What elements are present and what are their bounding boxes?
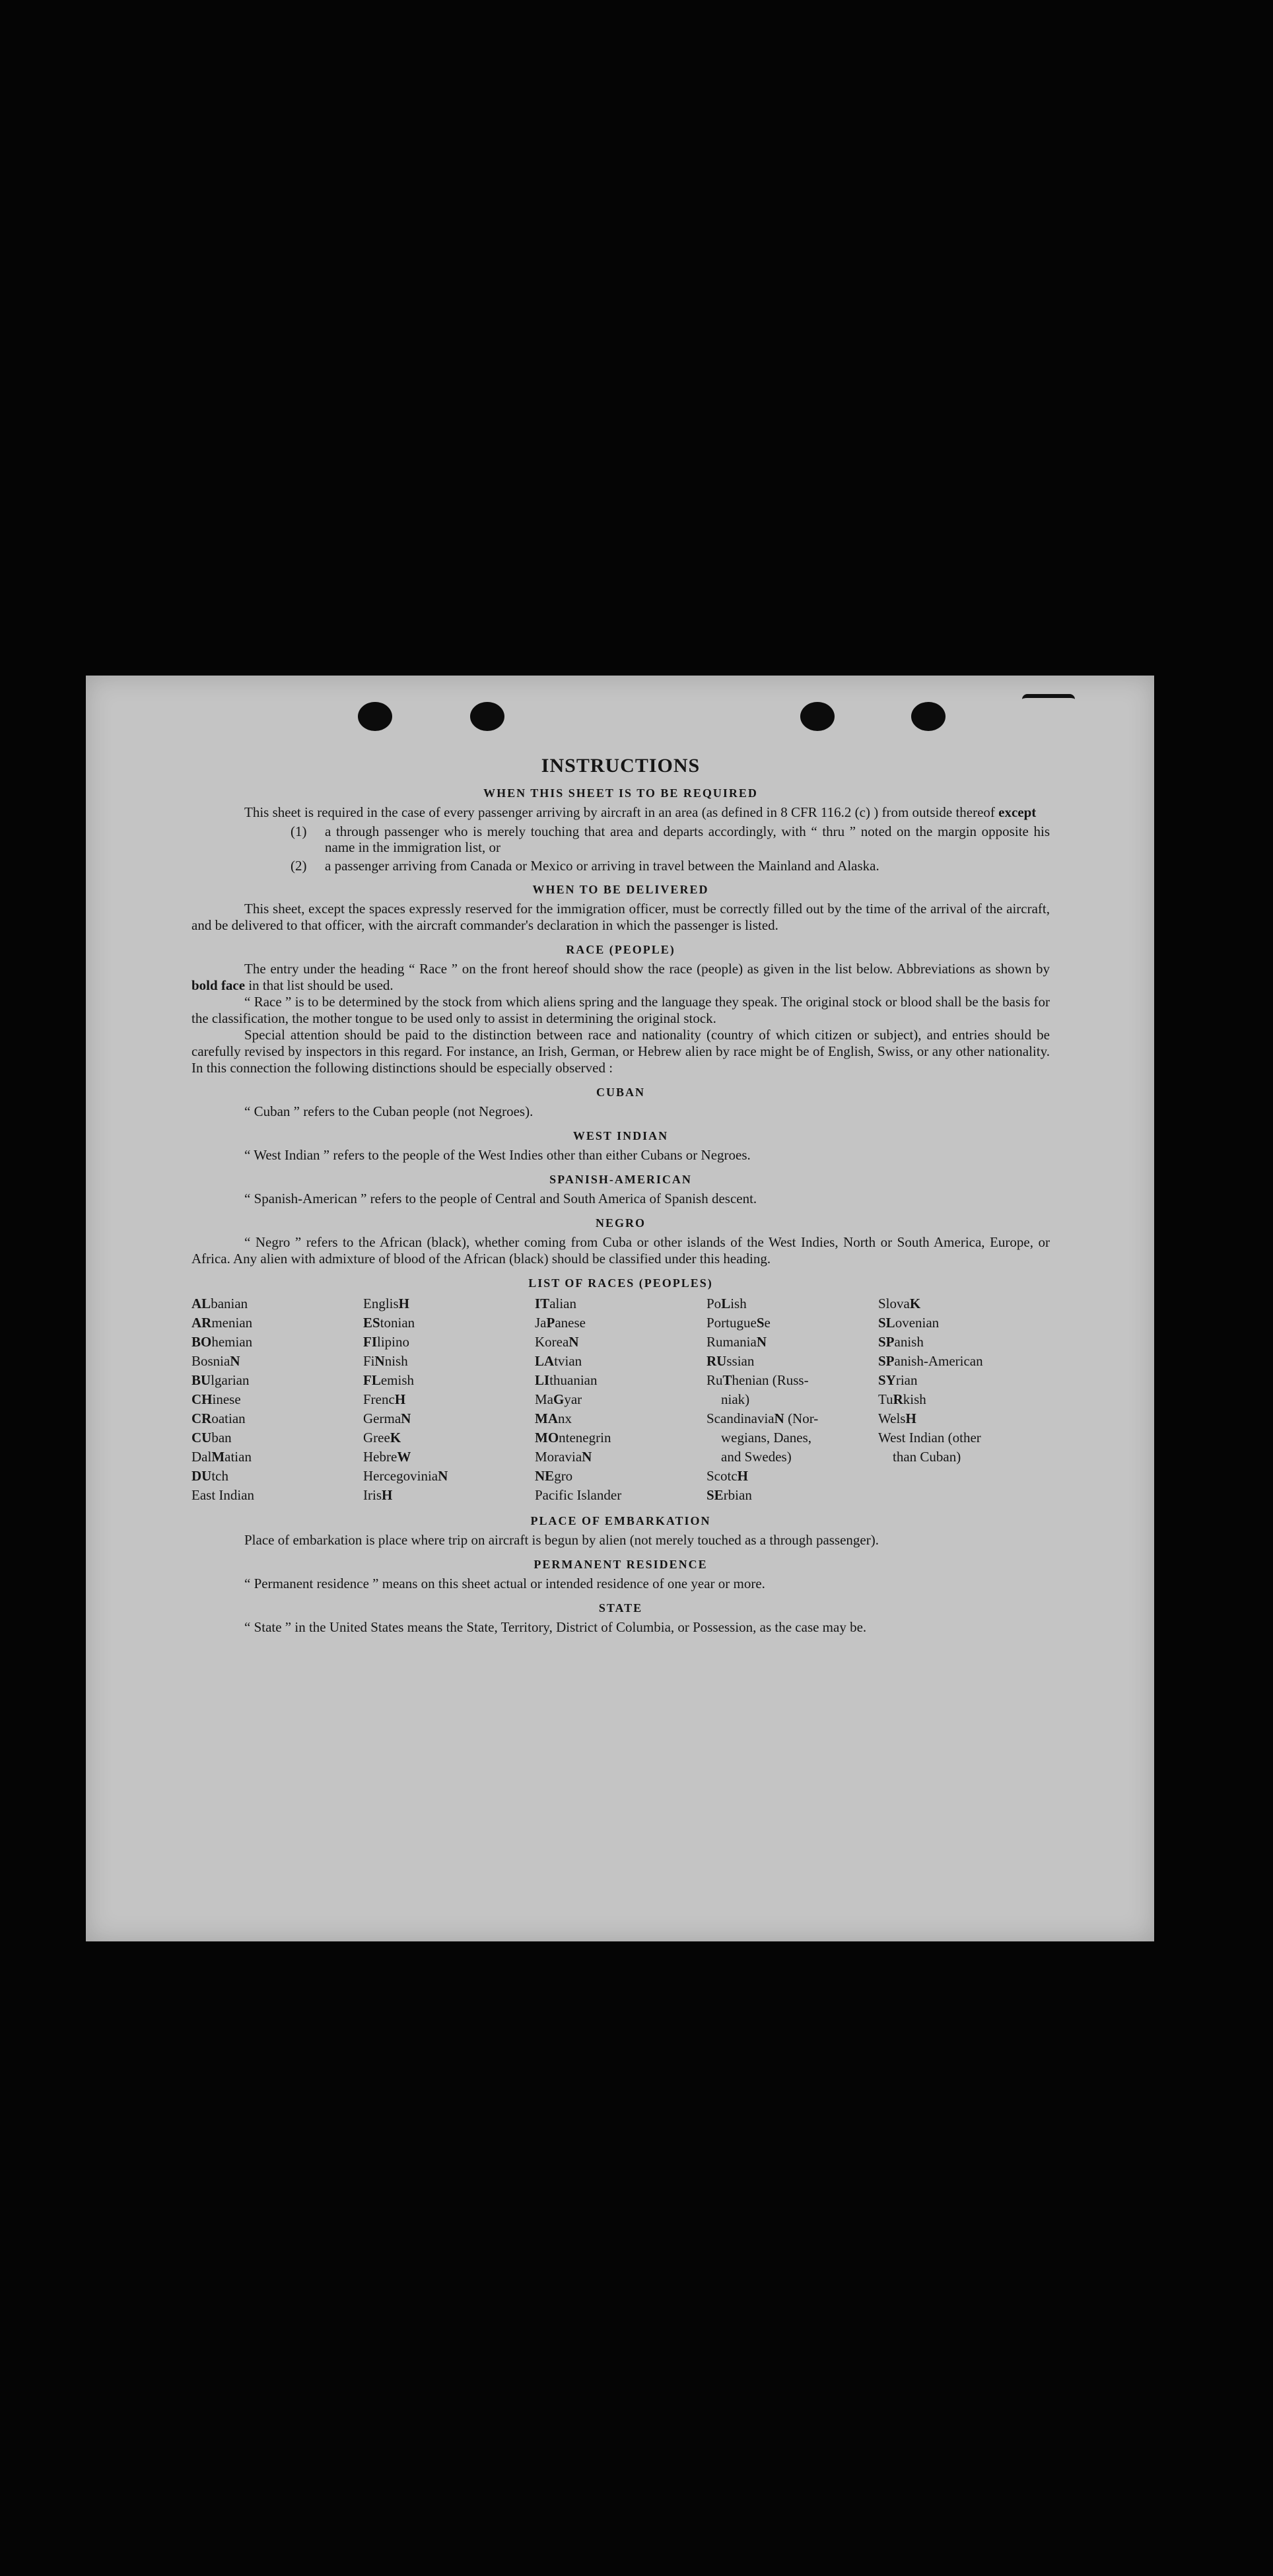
heading-list-of-races: LIST OF RACES (PEOPLES) bbox=[528, 1276, 713, 1290]
instructions-body bbox=[191, 755, 1050, 1636]
race-entry: RUssian bbox=[706, 1353, 755, 1369]
paragraph-race-1: The entry under the heading “ Race ” on the front hereof should show the race (people) as given in the list below. Abbreviations as shown by bold face in that list should be used. bbox=[191, 961, 1050, 993]
paragraph-race-2: “ Race ” is to be determined by the stock from which aliens spring and the language they speak. The original stock or blood shall be the basis for the classification, the mother tongue to be used only to assist in determining the original stock. bbox=[191, 994, 1050, 1026]
heading-state: STATE bbox=[598, 1601, 643, 1615]
race-entry: West Indian (other bbox=[878, 1430, 981, 1445]
race-entry: LIthuanian bbox=[535, 1372, 598, 1388]
race-entry: PoLish bbox=[706, 1296, 747, 1311]
paragraph-delivered: This sheet, except the spaces expressly reserved for the immigration officer, must be correctly filled out by the time of the arrival of the aircraft, and be delivered to that officer, with the aircraft commander's declaration in which the passenger is listed. bbox=[191, 901, 1050, 933]
list-item: (1) a through passenger who is merely touching that area and departs accordingly, with “ thru ” noted on the margin opposite his name in the immigration list, or bbox=[291, 823, 1050, 855]
race-entry: niak) bbox=[721, 1391, 750, 1407]
races-column bbox=[363, 1294, 535, 1505]
race-entry: FIlipino bbox=[363, 1334, 410, 1350]
paragraph-embarkation: Place of embarkation is place where trip on aircraft is begun by alien (not merely touched as a through passenger). bbox=[244, 1532, 879, 1548]
heading-cuban: CUBAN bbox=[596, 1086, 645, 1099]
paragraph-race-3: Special attention should be paid to the distinction between race and nationality (country of which citizen or subject), and entries should be carefully revised by inspectors in this regard. For instance, an Irish, German, or Hebrew alien by race might be of English, Swiss, or any other nationality. In this connection the following distinctions should be especially observed : bbox=[191, 1027, 1050, 1076]
race-entry: BOhemian bbox=[191, 1334, 253, 1350]
paragraph-state: “ State ” in the United States means the State, Territory, District of Columbia, or Possession, as the case may be. bbox=[244, 1619, 867, 1635]
race-entry: MoraviaN bbox=[535, 1449, 592, 1465]
race-entry: SPanish-American bbox=[878, 1353, 983, 1369]
race-entry: FLemish bbox=[363, 1372, 415, 1388]
race-entry: ITalian bbox=[535, 1296, 576, 1311]
paragraph-negro: “ Negro ” refers to the African (black), whether coming from Cuba or other islands of the West Indies, North or South America, Europe, or Africa. Any alien with admixture of blood of the African (black) should be classified under this heading. bbox=[191, 1234, 1050, 1267]
heading-delivered: WHEN TO BE DELIVERED bbox=[532, 883, 709, 896]
heading-embarkation: PLACE OF EMBARKATION bbox=[530, 1514, 711, 1527]
race-entry: BosniaN bbox=[191, 1353, 240, 1369]
race-entry: FiNnish bbox=[363, 1353, 408, 1369]
paragraph-cuban: “ Cuban ” refers to the Cuban people (not Negroes). bbox=[244, 1103, 533, 1119]
race-entry: and Swedes) bbox=[721, 1449, 792, 1465]
race-entry: SPanish bbox=[878, 1334, 924, 1350]
race-entry: JaPanese bbox=[535, 1315, 586, 1331]
race-entry: DUtch bbox=[191, 1468, 228, 1484]
race-entry: MaGyar bbox=[535, 1391, 582, 1407]
race-entry: EnglisH bbox=[363, 1296, 410, 1311]
race-entry: SLovenian bbox=[878, 1315, 940, 1331]
heading-negro: NEGRO bbox=[595, 1216, 646, 1230]
race-entry: CHinese bbox=[191, 1391, 241, 1407]
races-column bbox=[535, 1294, 706, 1505]
staple-mark bbox=[1022, 694, 1075, 707]
race-entry: GermaN bbox=[363, 1410, 411, 1426]
race-entry: CUban bbox=[191, 1430, 232, 1445]
races-column bbox=[878, 1294, 1050, 1505]
race-entry: FrencH bbox=[363, 1391, 406, 1407]
race-entry: IrisH bbox=[363, 1487, 393, 1503]
race-entry: NEgro bbox=[535, 1468, 573, 1484]
race-entry: EStonian bbox=[363, 1315, 415, 1331]
heading-required: WHEN THIS SHEET IS TO BE REQUIRED bbox=[483, 786, 758, 800]
race-entry: than Cuban) bbox=[893, 1449, 961, 1465]
race-entry: WelsH bbox=[878, 1410, 916, 1426]
race-entry: SlovaK bbox=[878, 1296, 921, 1311]
race-entry: ScotcH bbox=[706, 1468, 748, 1484]
list-item: (2) a passenger arriving from Canada or Mexico or arriving in travel between the Mainland and Alaska. bbox=[291, 858, 879, 874]
race-entry: HercegoviniaN bbox=[363, 1468, 448, 1484]
race-entry: SYrian bbox=[878, 1372, 918, 1388]
heading-residence: PERMANENT RESIDENCE bbox=[533, 1558, 708, 1571]
race-entry: LAtvian bbox=[535, 1353, 582, 1369]
heading-race: RACE (PEOPLE) bbox=[566, 943, 675, 956]
heading-spanish-american: SPANISH-AMERICAN bbox=[549, 1173, 692, 1186]
page-title: INSTRUCTIONS bbox=[541, 755, 701, 777]
race-entry: DalMatian bbox=[191, 1449, 252, 1465]
race-entry: MOntenegrin bbox=[535, 1430, 611, 1445]
race-entry: HebreW bbox=[363, 1449, 411, 1465]
race-entry: BUlgarian bbox=[191, 1372, 250, 1388]
paragraph-residence: “ Permanent residence ” means on this sheet actual or intended residence of one year or more. bbox=[244, 1576, 765, 1591]
punch-hole bbox=[358, 702, 392, 731]
document-page bbox=[86, 676, 1154, 1941]
heading-west-indian: WEST INDIAN bbox=[572, 1129, 669, 1142]
race-entry: RumaniaN bbox=[706, 1334, 767, 1350]
race-entry: Pacific Islander bbox=[535, 1487, 622, 1503]
races-column bbox=[706, 1294, 878, 1505]
races-table bbox=[191, 1294, 1050, 1505]
punch-hole bbox=[911, 702, 946, 731]
race-entry: TuRkish bbox=[878, 1391, 926, 1407]
race-entry: KoreaN bbox=[535, 1334, 579, 1350]
paragraph-required: This sheet is required in the case of every passenger arriving by aircraft in an area (as defined in 8 CFR 116.2 (c) ) from outside thereof except bbox=[244, 804, 1037, 820]
paragraph-spanish-american: “ Spanish-American ” refers to the people of Central and South America of Spanish descent. bbox=[244, 1191, 757, 1206]
race-entry: GreeK bbox=[363, 1430, 401, 1445]
punch-hole bbox=[470, 702, 504, 731]
race-entry: wegians, Danes, bbox=[721, 1430, 812, 1445]
race-entry: East Indian bbox=[191, 1487, 255, 1503]
race-entry: MAnx bbox=[535, 1410, 572, 1426]
race-entry: ScandinaviaN (Nor- bbox=[706, 1410, 819, 1426]
punch-hole bbox=[800, 702, 835, 731]
races-column bbox=[191, 1294, 363, 1505]
race-entry: PortugueSe bbox=[706, 1315, 771, 1331]
race-entry: RuThenian (Russ- bbox=[706, 1372, 809, 1388]
paragraph-west-indian: “ West Indian ” refers to the people of the West Indies other than either Cubans or Negroes. bbox=[244, 1147, 751, 1163]
race-entry: ALbanian bbox=[191, 1296, 248, 1311]
race-entry: CRoatian bbox=[191, 1410, 246, 1426]
race-entry: SErbian bbox=[706, 1487, 752, 1503]
race-entry: ARmenian bbox=[191, 1315, 253, 1331]
